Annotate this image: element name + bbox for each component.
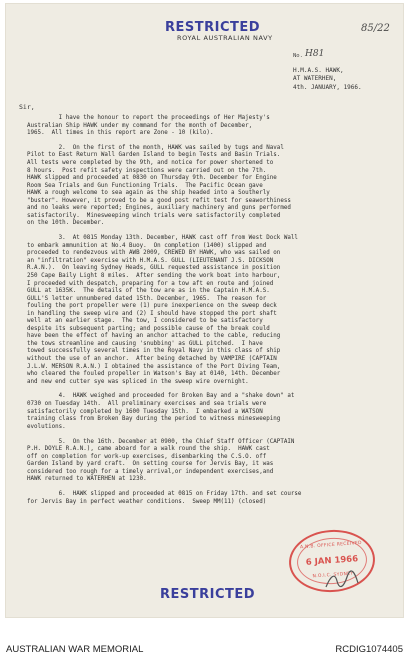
address-line: AT WATERHEN, xyxy=(293,75,337,83)
handwritten-number: H81 xyxy=(305,49,325,59)
issuer-heading: ROYAL AUSTRALIAN NAVY xyxy=(177,34,273,42)
number-label: No. xyxy=(293,53,303,59)
classification-marking-top: RESTRICTED xyxy=(165,20,261,35)
archive-credit: AUSTRALIAN WAR MEMORIAL xyxy=(6,644,144,655)
document-page xyxy=(5,3,404,618)
handwritten-reference: 85/22 xyxy=(361,23,390,34)
paragraph-4: 4. HAWK weighed and proceeded for Broken Bay and a "shake down" at 0730 on Tuesday 14th. All preliminary exercises and sea trials were satisfactorily completed by 1600 Tuesday 15th. I embarked a WATSON training class from Broken Bay during the period to witness minesweeping evolutions. xyxy=(27,393,295,430)
paragraph-2: 2. On the first of the month, HAWK was sailed by tugs and Naval Pilot to East Return Wall Garden Island to begin Tests and Basin Trials. All tests were completed by the 9th, and notice for power shortened to 8 hours. Post refit safety inspections were carried out on the 7th. HAWK slipped and proceeded at 0830 on Thursday 9th. December for Engine Room Sea Trials and Gun Functioning Trials. The Pacific Ocean gave HAWK a rough welcome to sea again as the ship headed into a Southerly "buster". However, it proved to be a good post refit test for seaworthiness and no leaks were reported; Engines, auxiliary machinery and guns performed satisfactorily. Minesweeping winch trials were satisfactorily completed on the 10th. December. xyxy=(27,144,291,227)
address-line: 4th. JANUARY, 1966. xyxy=(293,83,362,91)
stamp-bottom-text: N.O.I.C. SYDNEY xyxy=(312,571,354,580)
handwritten-initials xyxy=(323,569,361,593)
record-id: RCDIG1074405 xyxy=(335,644,403,655)
paragraph-5: 5. On the 16th. December at 0900, the Chief Staff Officer (CAPTAIN P.H. DOYLE R.A.N.), came aboard for a walk round the ship. HAWK cast off on completion for work-up exercises, disembarking the C.S.O. off Garden Island by yard craft. On setting course for Jervis Bay, it was considered too rough for a timely arrival,or independent exercises,and HAWK returned to WATERHEN at 1230. xyxy=(27,438,295,483)
paragraph-3: 3. At 0815 Monday 13th. December, HAWK cast off from West Dock Wall to embark ammunition at No.4 Buoy. On completion (1400) slipped and proceeded to rendezvous with AWB 2009, CREWED BY HAWK, who was sailed on an "infiltration" exercise with H.M.A.S. GULL (LIEUTENANT J.S. DICKSON R.A.N.). On leaving Sydney Heads, GULL requested assistance in position 250 Cape Baily Light 8 miles. After sending the work boat into harbour, I proceeded with despatch, preparing for a tow aft en route and joined GULL at 1635K. The details of the tow are as in the Captain H.M.A.S. GULL'S letter unnumbered dated 15th. December, 1965. The reason for fouling the port propeller were (1) pure inexperience on the sweep deck in handling the sweep wire and (2) I should have stopped the port shaft well at an earlier stage. The tow, I considered to be satisfactory despite its subsequent parting; and possible cause of the break could have been the effect of having an anchor attached to the cable, reducing the tows streamline and causing 'snubbing' as GULL pitched. I have towed successfully several times in the Royal Navy in this class of ship without the use of an anchor. After being detached by VAMPIRE (CAPTAIN J.L.W. MERSON R.A.N.) I obtained the assistance of the Port Diving Team, who cleared the fouled propeller in Watson's Bay at 0140, 14th. December and new end cutter sye was spliced in the sweep wire overnight. xyxy=(27,235,298,385)
paragraph-6: 6. HAWK slipped and proceeded at 0815 on Friday 17th. and set course for Jervis Bay in perfect weather conditions. Sweep MM(11) (closed) xyxy=(27,491,302,505)
stamp-date: 6 JAN 1966 xyxy=(305,554,359,568)
paragraph-intro: I have the honour to report the proceedings of Her Majesty's Australian Ship HAWK under my command for the month of December, 1965. All times in this report are Zone - 10 (kilo). xyxy=(27,115,270,137)
address-line: H.M.A.S. HAWK, xyxy=(293,67,344,74)
classification-marking-bottom: RESTRICTED xyxy=(160,587,256,602)
report-body xyxy=(27,115,397,513)
sender-address xyxy=(293,67,362,92)
stamp-top-text: A.N.B. OFFICE RECEIVED xyxy=(299,540,362,551)
salutation: Sir, xyxy=(19,103,35,111)
